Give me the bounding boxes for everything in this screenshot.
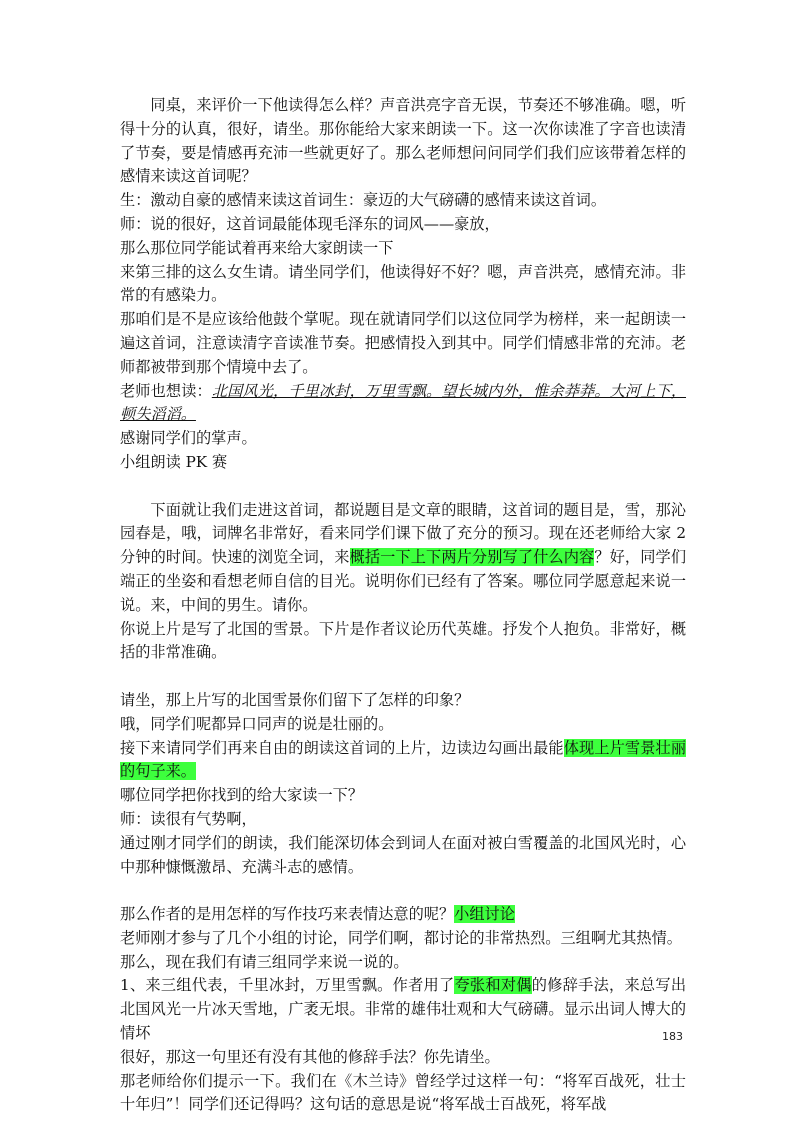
paragraph bbox=[120, 189, 686, 213]
highlighted-text: 概括一下上下两片分别写了什么内容 bbox=[349, 548, 595, 567]
text-run: 接下来请同学们再来自由的朗读这首词的上片，边读边勾画出最能 bbox=[120, 738, 564, 757]
text-run: 那咱们是不是应该给他鼓个掌呢。现在就请同学们以这位同学为榜样，来一起朗读一遍这首词，注意读清字音读准节奏。把感情投入到其中。同学们情感非常的充沛。老师都被带到那个情境中去了。 bbox=[120, 310, 686, 376]
text-run: 的修辞手法，来总写出北国风光一片冰天雪地，广袤无垠。非常的雄伟壮观和大气磅礴。显示出词人博大的情坏 bbox=[120, 976, 687, 1043]
text-run: ？好，同学们端正的坐姿和看想老师自信的目光。说明你们已经有了答案。哪位同学愿意起来说一说。来，中间的男生。请你。 bbox=[120, 548, 687, 614]
text-run: 感谢同学们的掌声。 bbox=[120, 429, 257, 448]
poem-quote: 北国风光，千里冰封，万里雪飘。望长城内外，惟余莽莽。大河上下，顿失滔滔。 bbox=[120, 381, 687, 424]
blank-line bbox=[120, 879, 686, 903]
text-run: 很好，那这一句里还有没有其他的修辞手法？你先请坐。 bbox=[120, 1047, 500, 1066]
text-run: 那老师给你们提示一下。我们在《木兰诗》曾经学过这样一句：“将军百战死，壮士十年归”！同学们还记得吗？这句话的意思是说“将军战士百战死，将军战 bbox=[120, 1071, 686, 1114]
paragraph bbox=[120, 451, 686, 475]
text-run: 哦，同学们呢都异口同声的说是壮丽的。 bbox=[120, 714, 394, 733]
paragraph bbox=[120, 380, 686, 428]
paragraph bbox=[120, 499, 686, 618]
text-run: 老师刚才参与了几个小组的讨论，同学们啊，都讨论的非常热烈。三组啊尤其热情。 bbox=[120, 928, 682, 947]
document-body bbox=[120, 94, 686, 1117]
text-run: 师：读很有气势啊， bbox=[120, 809, 257, 828]
paragraph bbox=[120, 808, 686, 832]
text-run: 哪位同学把你找到的给大家读一下？ bbox=[120, 786, 363, 805]
text-run: 那么作者的是用怎样的写作技巧来表情达意的呢？ bbox=[120, 905, 455, 924]
paragraph bbox=[120, 237, 686, 261]
paragraph bbox=[120, 951, 686, 975]
paragraph bbox=[120, 618, 686, 666]
text-run: 生：激动自豪的感情来读这首词生：豪迈的大气磅礴的感情来读这首词。 bbox=[120, 191, 606, 210]
text-run: 老师也想读： bbox=[120, 381, 212, 400]
paragraph bbox=[120, 737, 686, 785]
text-run: 你说上片是写了北国的雪景。下片是作者议论历代英雄。抒发个人抱负。非常好，概括的非常准确。 bbox=[120, 619, 686, 662]
paragraph bbox=[120, 927, 686, 951]
blank-line bbox=[120, 665, 686, 689]
text-run: 同桌，来评价一下他读得怎么样？声音洪亮字音无误，节奏还不够准确。嗯，听得十分的认真，很好，请坐。那你能给大家来朗读一下。这一次你读准了字音也读清了节奏，要是情感再充沛一些就更好了。那么老师想问问同学们我们应该带着怎样的感情来读这首词呢？ bbox=[120, 96, 686, 186]
paragraph bbox=[120, 213, 686, 237]
text-run: 通过刚才同学们的朗读，我们能深切体会到词人在面对被白雪覆盖的北国风光时，心中那种慷慨激昂、充满斗志的感情。 bbox=[120, 833, 686, 876]
text-run: 请坐，那上片写的北国雪景你们留下了怎样的印象？ bbox=[120, 690, 470, 709]
paragraph bbox=[120, 832, 686, 880]
blank-line bbox=[120, 475, 686, 499]
paragraph bbox=[120, 903, 686, 927]
text-run: 来第三排的这么女生请。请坐同学们，他读得好不好？嗯，声音洪亮，感情充沛。非常的有感染力。 bbox=[120, 262, 686, 305]
text-run: 小组朗读 PK 赛 bbox=[120, 452, 228, 471]
text-run: 下面就让我们走进这首词，都说题目是文章的眼睛，这首词的题目是，雪，那沁园春是，哦，词牌名非常好，看来同学们课下做了充分的预习。现在还老师给大家 2 分钟的时间。快速的浏览全词，来 bbox=[120, 500, 686, 567]
highlighted-text: 夸张和对偶 bbox=[454, 976, 532, 995]
paragraph bbox=[120, 427, 686, 451]
paragraph bbox=[120, 689, 686, 713]
text-run: 那么，现在我们有请三组同学来说一说的。 bbox=[120, 952, 409, 971]
text-run: 那么那位同学能试着再来给大家朗读一下 bbox=[120, 238, 394, 257]
highlighted-text: 小组讨论 bbox=[454, 905, 515, 924]
paragraph bbox=[120, 713, 686, 737]
text-run: 师：说的很好，这首词最能体现毛泽东的词风——豪放， bbox=[120, 214, 500, 233]
paragraph bbox=[120, 784, 686, 808]
paragraph bbox=[120, 1046, 686, 1070]
paragraph bbox=[120, 261, 686, 309]
paragraph bbox=[120, 308, 686, 379]
paragraph bbox=[120, 974, 686, 1045]
page-number: 183 bbox=[662, 1030, 683, 1043]
highlighted-text: 体现上片雪景壮丽的句子来。 bbox=[120, 738, 687, 781]
paragraph bbox=[120, 1070, 686, 1118]
text-run: 1、来三组代表，千里冰封，万里雪飘。作者用了 bbox=[120, 976, 455, 995]
paragraph bbox=[120, 94, 686, 189]
